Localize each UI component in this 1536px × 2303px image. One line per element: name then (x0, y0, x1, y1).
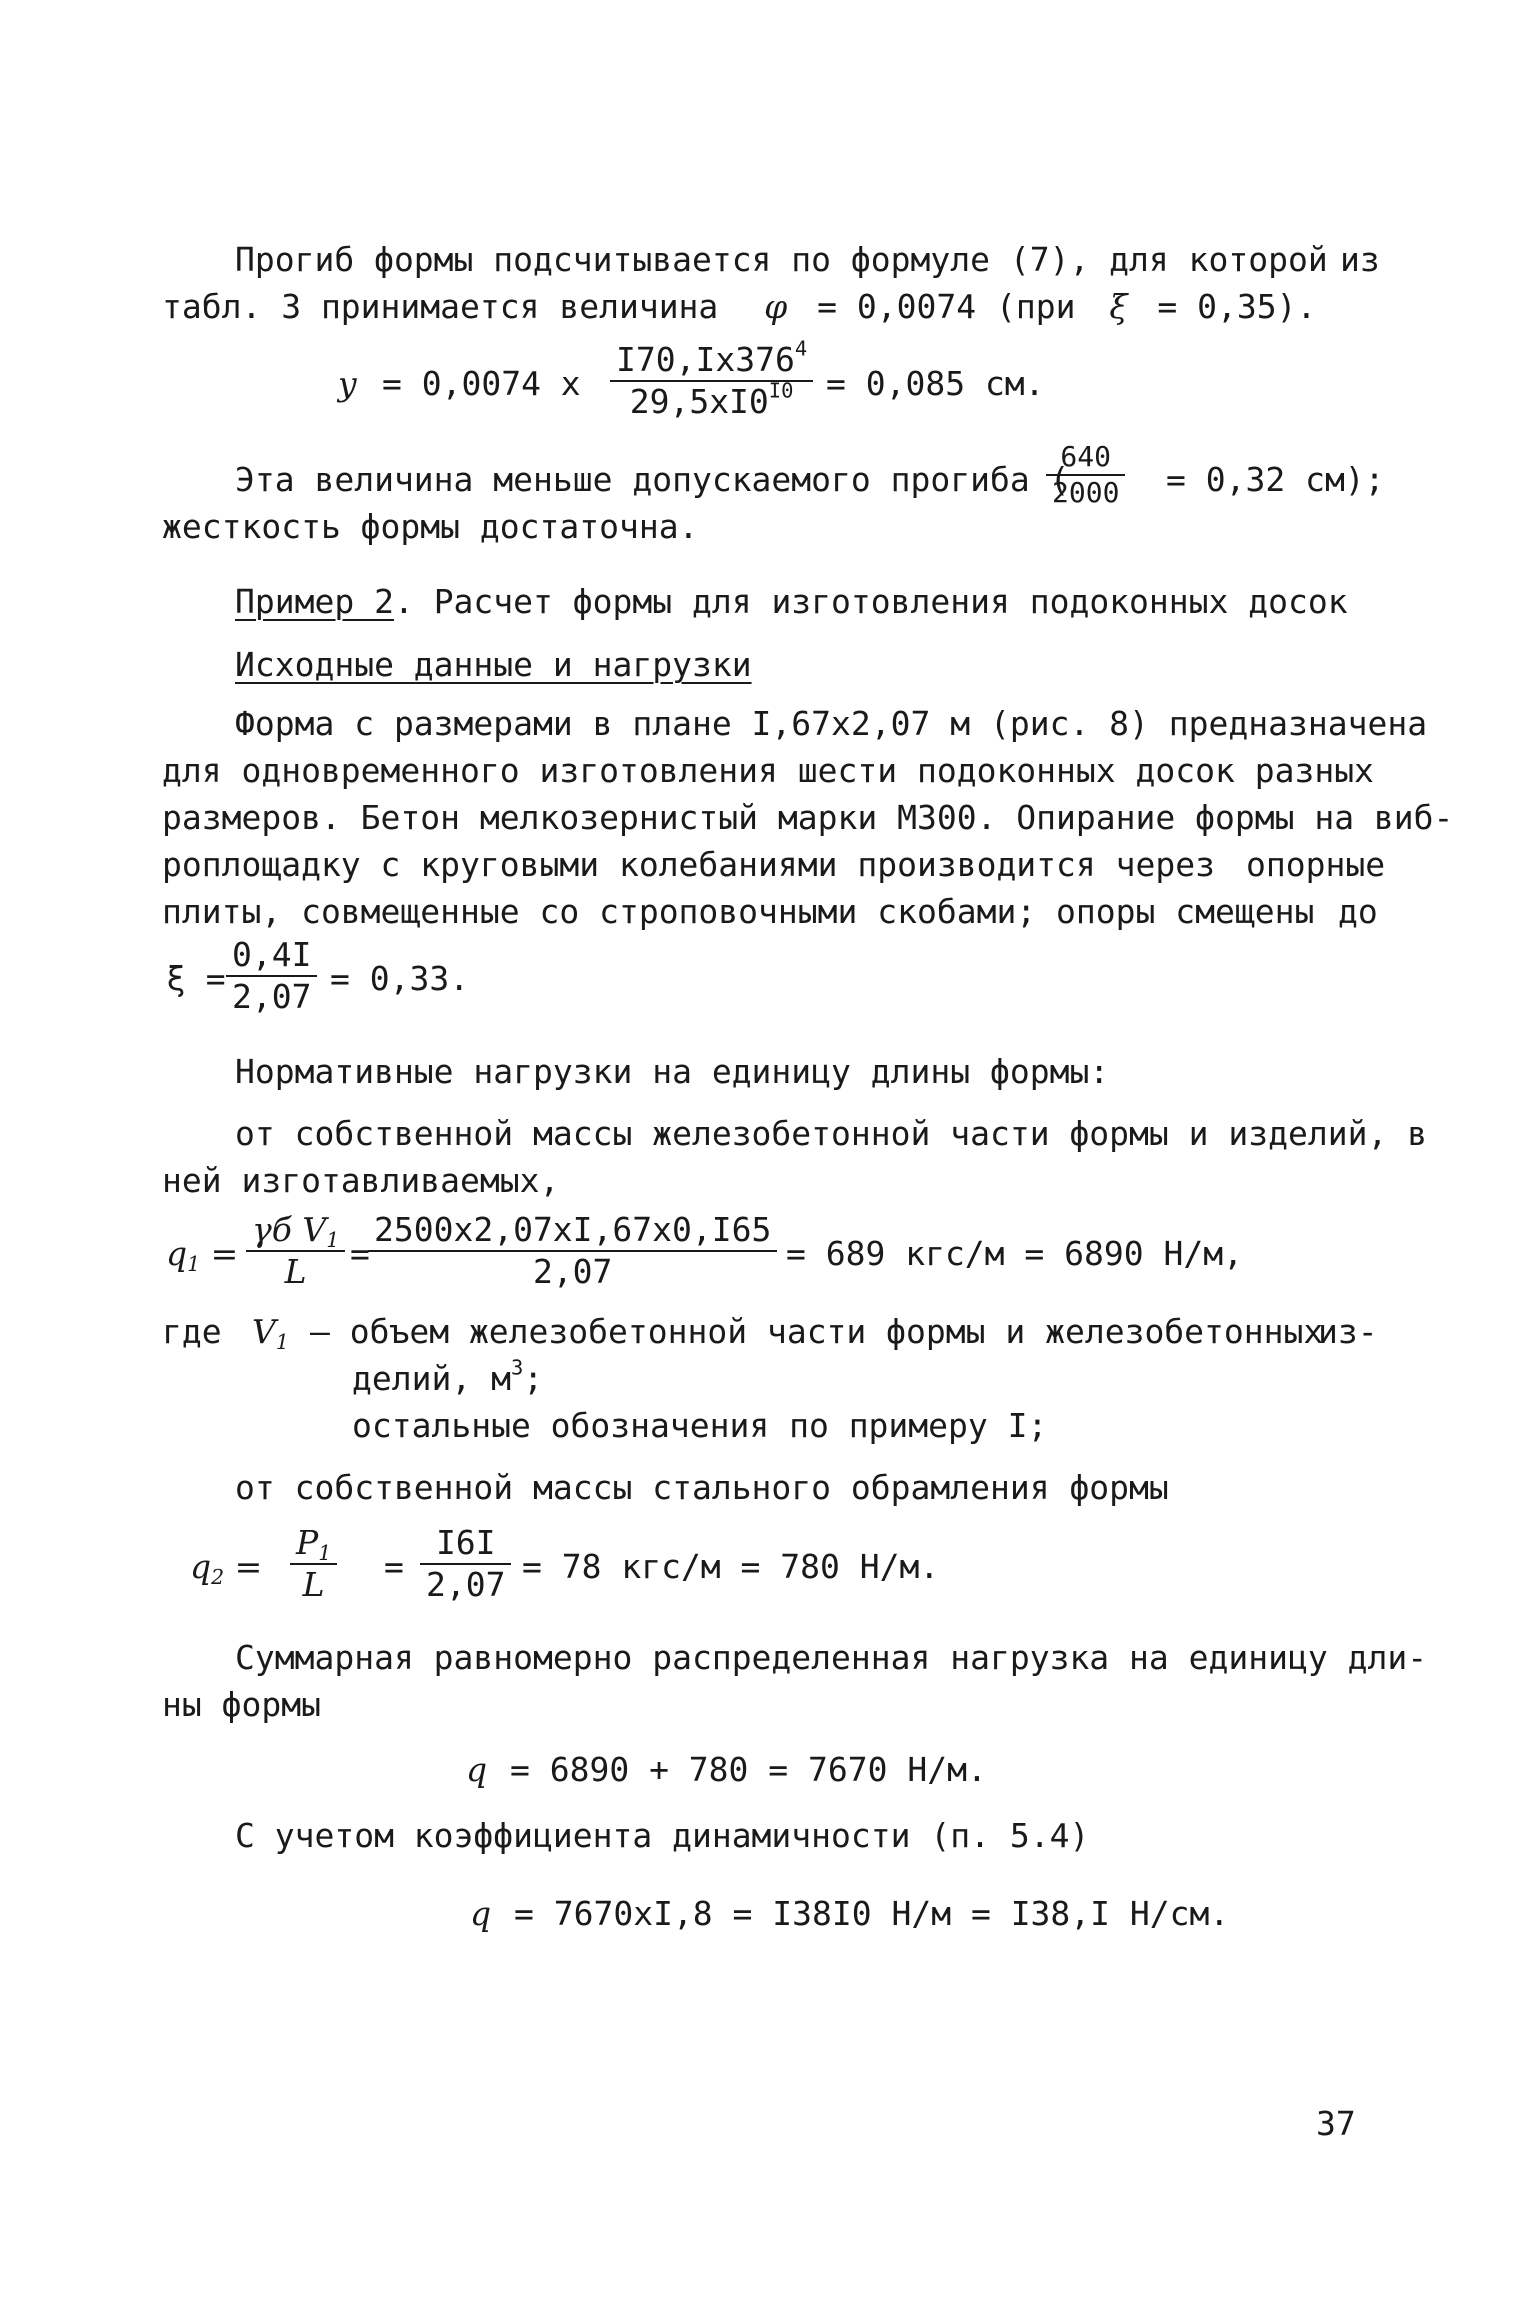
text: Исходные данные и нагрузки (235, 645, 752, 684)
numerator: 0,4I (226, 935, 317, 977)
formula-xi-lhs: ξ = (166, 959, 226, 998)
phi-symbol: φ (764, 287, 788, 326)
where-line2: делий, $м^3$; (352, 1355, 544, 1398)
denominator: 2,07 (426, 1565, 506, 1604)
denominator: 2,07 (532, 1252, 613, 1291)
example-title: . Расчет формы для изготовления подоконных досок (393, 582, 1348, 621)
paragraph-line: С учетом коэффициента динамичности (п. 5.4) (235, 1816, 1090, 1855)
formula-q2-fraction-numeric (420, 1523, 511, 1605)
numerator: γб $V_1$ (246, 1210, 345, 1252)
denominator: 2000 (1052, 476, 1120, 509)
formula-q2-lhs: $q_2$ = (190, 1547, 263, 1590)
text: Эта величина меньше допускаемого прогиба ( (235, 460, 1070, 499)
formula-y-result: = 0,085 см. (826, 364, 1045, 403)
where-word: где (162, 1312, 222, 1351)
paragraph-line: роплощадку с круговыми колебаниями производится через (162, 845, 1215, 884)
fraction-640-2000 (1046, 440, 1125, 510)
formula-q1-result: = 689 кгс/м = 6890 Н/м, (786, 1234, 1243, 1273)
paragraph-line: от собственной массы железобетонной части формы и изделий, в (235, 1114, 1428, 1153)
paragraph-line: для одновременного изготовления шести подоконных досок разных (162, 751, 1374, 790)
numerator: $P_1$ (290, 1523, 337, 1565)
denominator: 2,07 (232, 977, 312, 1016)
formula-y-fraction (610, 336, 813, 422)
paragraph-line-end (1340, 238, 1380, 282)
text: Прогиб формы подсчитывается по формуле (7), для которой (235, 240, 1328, 279)
where-line3: остальные обозначения по примеру I; (352, 1406, 1048, 1445)
formula-y-mid: = 0,0074 x (382, 364, 581, 403)
numerator: 2500x2,07xI,67x0,I65 (368, 1210, 777, 1252)
formula-qd-rhs: = 7670xI,8 = I38I0 Н/м = I38,I Н/см. (514, 1894, 1230, 1933)
formula-q1-lhs: $q_1$ = (166, 1234, 239, 1277)
formula-q-rhs: = 6890 + 780 = 7670 Н/м. (510, 1750, 987, 1789)
formula-y-lhs: y (338, 364, 357, 403)
paragraph-line (235, 238, 1328, 282)
formula-qd-lhs: q (470, 1894, 492, 1933)
text: из (1340, 240, 1380, 279)
equals-sign: = (350, 1234, 370, 1273)
formula-q1-fraction-symbolic (246, 1210, 345, 1292)
formula-q2-result: = 78 кгс/м = 780 Н/м. (522, 1547, 940, 1586)
text: табл. 3 принимается величина (162, 287, 719, 326)
paragraph-line: ней изготавливаемых, (162, 1161, 560, 1200)
example-label: Пример 2 (235, 582, 394, 621)
where-symbol: $V_1$ (252, 1312, 289, 1355)
paragraph-line-end: опорные (1246, 845, 1386, 884)
paragraph-line (235, 458, 1069, 502)
page-number: 37 (1316, 2104, 1356, 2143)
subheading (235, 643, 752, 687)
denominator: $29,5xI0^{I0}$ (629, 378, 794, 421)
paragraph-line (162, 285, 1316, 329)
formula-q-lhs: q (466, 1750, 488, 1789)
paragraph-line: ны формы (162, 1685, 321, 1724)
text: = 0,32 см); (1166, 460, 1385, 499)
paragraph-line: размеров. Бетон мелкозернистый марки М300. Опирание формы на виб- (162, 798, 1454, 837)
text: = 0,35). (1157, 287, 1317, 326)
paragraph-line-end: до (1338, 892, 1378, 931)
paragraph-line: жесткость формы достаточна. (162, 507, 699, 546)
denominator: L (302, 1565, 325, 1604)
where-text: – объем железобетонной части формы и железобетонных (310, 1312, 1324, 1351)
where-text-end: из- (1318, 1312, 1378, 1351)
paragraph-line: Суммарная равномерно распределенная нагрузка на единицу дли- (235, 1638, 1428, 1677)
equals-sign: = (384, 1547, 404, 1586)
numerator: 640 (1046, 440, 1125, 476)
formula-xi-fraction (226, 935, 317, 1017)
text: = 0,0074 (при (817, 287, 1076, 326)
formula-q1-fraction-numeric (368, 1210, 777, 1292)
paragraph-line: плиты, совмещенные со строповочными скобами; опоры смещены (162, 892, 1315, 931)
paragraph-line: Нормативные нагрузки на единицу длины формы: (235, 1052, 1110, 1091)
numerator: I6I (420, 1523, 511, 1565)
numerator: $I70,Ix376^4$ (610, 340, 813, 382)
formula-q2-fraction-symbolic (290, 1523, 337, 1605)
paragraph-line: Форма с размерами в плане I,67x2,07 м (рис. 8) предназначена (235, 704, 1428, 743)
formula-xi-result: = 0,33. (330, 959, 470, 998)
xi-symbol: ξ (1109, 287, 1128, 326)
denominator: L (284, 1252, 307, 1291)
paragraph-line: от собственной массы стального обрамления формы (235, 1468, 1169, 1507)
example-heading (235, 580, 1348, 624)
